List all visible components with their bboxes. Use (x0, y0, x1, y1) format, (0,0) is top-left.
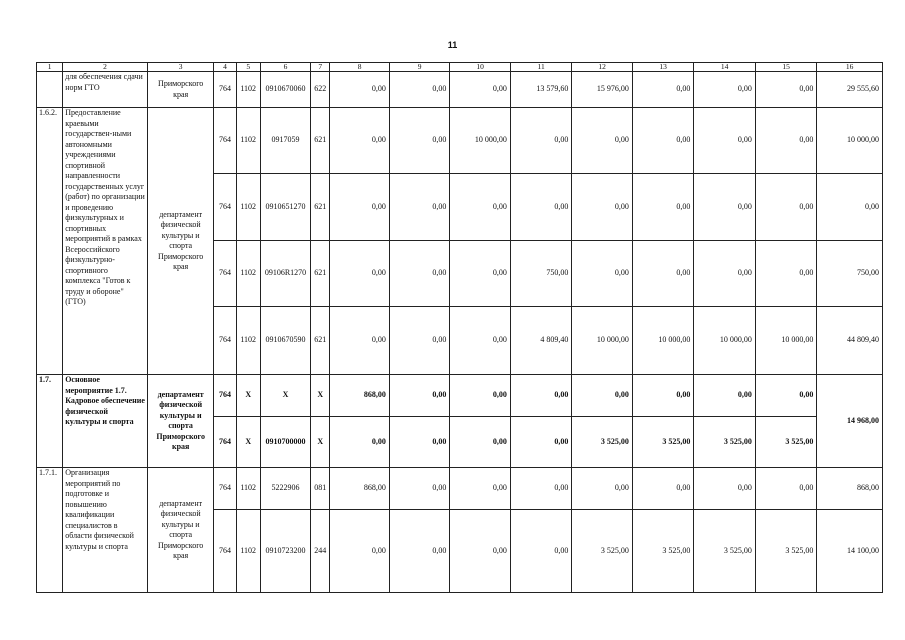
table-row (37, 72, 883, 108)
total-cell: 10 000,00 (817, 108, 883, 174)
cell-grbs: 764 (214, 307, 236, 375)
col-num: 16 (817, 63, 883, 72)
cell-vr: 621 (311, 307, 330, 375)
row-number: 1.7. (37, 375, 63, 468)
value-cell: 0,00 (632, 241, 694, 307)
cell-grbs: 764 (214, 241, 236, 307)
cell-grbs: 764 (214, 174, 236, 241)
event-name: Основное мероприятие 1.7. Кадровое обеспечение физической культуры и спорта (63, 375, 148, 468)
value-cell: 0,00 (330, 174, 389, 241)
cell-rzpr: 1102 (236, 174, 260, 241)
value-cell: 0,00 (632, 468, 694, 510)
cell-vr: 622 (311, 72, 330, 108)
cell-vr: 621 (311, 241, 330, 307)
value-cell: 0,00 (389, 375, 450, 417)
value-cell: 3 525,00 (572, 510, 633, 593)
total-cell: 14 100,00 (817, 510, 883, 593)
col-num: 4 (214, 63, 236, 72)
cell-grbs: 764 (214, 510, 236, 593)
col-num: 8 (330, 63, 389, 72)
value-cell: 0,00 (450, 72, 511, 108)
col-num: 12 (572, 63, 633, 72)
value-cell: 0,00 (330, 510, 389, 593)
cell-rzpr: 1102 (236, 108, 260, 174)
value-cell: 0,00 (632, 174, 694, 241)
col-num: 9 (389, 63, 450, 72)
value-cell: 15 976,00 (572, 72, 633, 108)
value-cell: 10 000,00 (755, 307, 817, 375)
value-cell: 3 525,00 (632, 510, 694, 593)
cell-csr: 5222906 (260, 468, 310, 510)
cell-grbs: 764 (214, 72, 236, 108)
value-cell: 0,00 (694, 108, 756, 174)
col-num: 13 (632, 63, 694, 72)
total-cell: 14 968,00 (817, 375, 883, 468)
value-cell: 0,00 (330, 417, 389, 468)
value-cell: 0,00 (572, 174, 633, 241)
value-cell: 0,00 (330, 241, 389, 307)
col-num: 3 (147, 63, 214, 72)
value-cell: 0,00 (755, 108, 817, 174)
value-cell: 0,00 (510, 375, 572, 417)
cell-rzpr: 1102 (236, 72, 260, 108)
col-num: 10 (450, 63, 511, 72)
value-cell: 3 525,00 (694, 510, 756, 593)
cell-grbs: 764 (214, 417, 236, 468)
value-cell: 750,00 (510, 241, 572, 307)
cell-vr: 081 (311, 468, 330, 510)
cell-rzpr: 1102 (236, 468, 260, 510)
value-cell: 10 000,00 (450, 108, 511, 174)
table-row (37, 375, 883, 417)
total-cell: 750,00 (817, 241, 883, 307)
value-cell: 13 579,60 (510, 72, 572, 108)
total-cell: 44 809,40 (817, 307, 883, 375)
value-cell: 0,00 (450, 468, 511, 510)
value-cell: 0,00 (389, 307, 450, 375)
cell-rzpr: 1102 (236, 307, 260, 375)
value-cell: 0,00 (389, 174, 450, 241)
value-cell: 0,00 (450, 417, 511, 468)
cell-grbs: 764 (214, 108, 236, 174)
cell-csr: 09106R1270 (260, 241, 310, 307)
value-cell: 0,00 (450, 375, 511, 417)
value-cell: 3 525,00 (572, 417, 633, 468)
column-number-row (37, 63, 883, 72)
executor: департамент физической культуры и спорта Приморского края (147, 468, 214, 593)
row-number (37, 72, 63, 108)
value-cell: 0,00 (572, 241, 633, 307)
value-cell: 3 525,00 (755, 417, 817, 468)
value-cell: 0,00 (389, 510, 450, 593)
row-number: 1.6.2. (37, 108, 63, 375)
value-cell: 0,00 (632, 108, 694, 174)
total-cell: 0,00 (817, 174, 883, 241)
value-cell: 0,00 (450, 307, 511, 375)
value-cell: 0,00 (389, 417, 450, 468)
value-cell: 0,00 (755, 468, 817, 510)
cell-grbs: 764 (214, 375, 236, 417)
cell-csr: 0910723200 (260, 510, 310, 593)
cell-csr: 0910670060 (260, 72, 310, 108)
executor: департамент физической культуры и спорта Приморского края (147, 375, 214, 468)
cell-rzpr: X (236, 375, 260, 417)
col-num: 6 (260, 63, 310, 72)
total-cell: 868,00 (817, 468, 883, 510)
value-cell: 0,00 (572, 108, 633, 174)
value-cell: 0,00 (510, 108, 572, 174)
cell-vr: 621 (311, 174, 330, 241)
value-cell: 0,00 (694, 174, 756, 241)
value-cell: 0,00 (755, 72, 817, 108)
value-cell: 0,00 (572, 375, 633, 417)
cell-vr: X (311, 375, 330, 417)
executor: Приморского края (147, 72, 214, 108)
value-cell: 3 525,00 (755, 510, 817, 593)
col-num: 11 (510, 63, 572, 72)
value-cell: 0,00 (694, 241, 756, 307)
cell-rzpr: X (236, 417, 260, 468)
value-cell: 10 000,00 (694, 307, 756, 375)
total-cell: 29 555,60 (817, 72, 883, 108)
value-cell: 0,00 (755, 375, 817, 417)
col-num: 15 (755, 63, 817, 72)
cell-vr: 621 (311, 108, 330, 174)
value-cell: 0,00 (330, 307, 389, 375)
value-cell: 0,00 (510, 417, 572, 468)
budget-table (36, 62, 883, 593)
cell-csr: 0910700000 (260, 417, 310, 468)
value-cell: 0,00 (755, 241, 817, 307)
cell-vr: X (311, 417, 330, 468)
value-cell: 0,00 (389, 468, 450, 510)
cell-csr: 0910651270 (260, 174, 310, 241)
value-cell: 0,00 (694, 468, 756, 510)
value-cell: 868,00 (330, 375, 389, 417)
event-name: Организация мероприятий по подготовке и повышению квалификации специалистов в области физической культуры и спорта (63, 468, 148, 593)
value-cell: 0,00 (694, 72, 756, 108)
value-cell: 0,00 (510, 174, 572, 241)
value-cell: 10 000,00 (572, 307, 633, 375)
value-cell: 0,00 (389, 108, 450, 174)
col-num: 5 (236, 63, 260, 72)
value-cell: 0,00 (510, 468, 572, 510)
cell-rzpr: 1102 (236, 510, 260, 593)
page-number: 11 (447, 40, 458, 50)
value-cell: 0,00 (330, 72, 389, 108)
cell-rzpr: 1102 (236, 241, 260, 307)
table-row (37, 468, 883, 510)
executor: департамент физической культуры и спорта Приморского края (147, 108, 214, 375)
value-cell: 3 525,00 (694, 417, 756, 468)
value-cell: 3 525,00 (632, 417, 694, 468)
event-name: Предоставление краевыми государствен-ными автономными учреждениями спортивной направленности государственных услуг (работ) по организации и проведению физкультурных и спортивных мероприятий в рамках Всероссийского физкультурно-спортивного комплекса "Готов к труду и обороне" (ГТО) (63, 108, 148, 375)
col-num: 2 (63, 63, 148, 72)
cell-grbs: 764 (214, 468, 236, 510)
row-number: 1.7.1. (37, 468, 63, 593)
value-cell: 0,00 (755, 174, 817, 241)
col-num: 7 (311, 63, 330, 72)
cell-csr: X (260, 375, 310, 417)
table-row (37, 108, 883, 174)
value-cell: 0,00 (450, 241, 511, 307)
cell-vr: 244 (311, 510, 330, 593)
value-cell: 0,00 (450, 174, 511, 241)
value-cell: 0,00 (632, 72, 694, 108)
value-cell: 0,00 (510, 510, 572, 593)
value-cell: 0,00 (389, 72, 450, 108)
value-cell: 0,00 (694, 375, 756, 417)
value-cell: 868,00 (330, 468, 389, 510)
value-cell: 4 809,40 (510, 307, 572, 375)
col-num: 1 (37, 63, 63, 72)
cell-csr: 0910670590 (260, 307, 310, 375)
value-cell: 0,00 (572, 468, 633, 510)
value-cell: 0,00 (450, 510, 511, 593)
event-name: для обеспечения сдачи норм ГТО (63, 72, 148, 108)
col-num: 14 (694, 63, 756, 72)
value-cell: 0,00 (330, 108, 389, 174)
cell-csr: 0917059 (260, 108, 310, 174)
value-cell: 0,00 (389, 241, 450, 307)
value-cell: 0,00 (632, 375, 694, 417)
value-cell: 10 000,00 (632, 307, 694, 375)
